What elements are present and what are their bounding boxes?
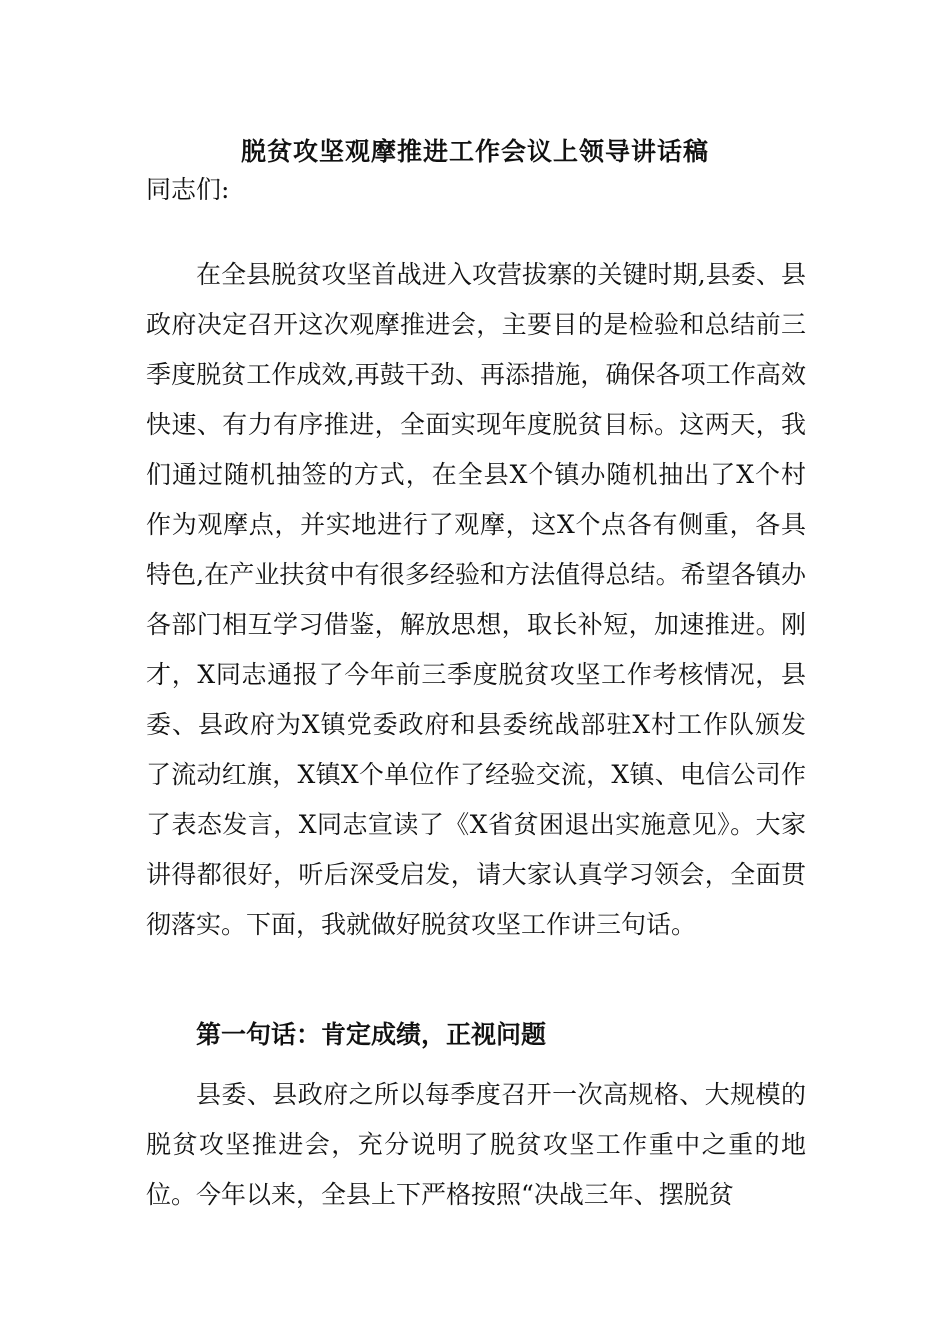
paragraph-intro: 在全县脱贫攻坚首战进入攻营拔寨的关键时期,县委、县政府决定召开这次观摩推进会，主要目的是检验和总结前三季度脱贫工作成效,再鼓干劲、再添措施，确保各项工作高效快速、有力有序推进，全面实现年度脱贫目标。这两天，我们通过随机抽签的方式，在全县X个镇办随机抽出了X个村作为观摩点，并实地进行了观摩，这X个点各有侧重，各具特色,在产业扶贫中有很多经验和方法值得总结。希望各镇办各部门相互学习借鉴，解放思想，取长补短，加速推进。刚才，X同志通报了今年前三季度脱贫攻坚工作考核情况，县委、县政府为X镇党委政府和县委统战部驻X村工作队颁发了流动红旗，X镇X个单位作了经验交流，X镇、电信公司作了表态发言，X同志宣读了《X省贫困退出实施意见》。大家讲得都很好，听后深受启发，请大家认真学习领会，全面贯彻落实。下面，我就做好脱贫攻坚工作讲三句话。	[146, 260, 806, 939]
section-heading: 第一句话：肯定成绩，正视问题	[196, 1020, 547, 1049]
salutation: 同志们:	[146, 175, 230, 204]
paragraph-section-one: 县委、县政府之所以每季度召开一次高规格、大规模的脱贫攻坚推进会，充分说明了脱贫攻坚工作重中之重的地位。今年以来，全县上下严格按照“决战三年、摆脱贫	[146, 1080, 806, 1209]
document-title: 脱贫攻坚观摩推进工作会议上领导讲话稿	[240, 137, 709, 166]
